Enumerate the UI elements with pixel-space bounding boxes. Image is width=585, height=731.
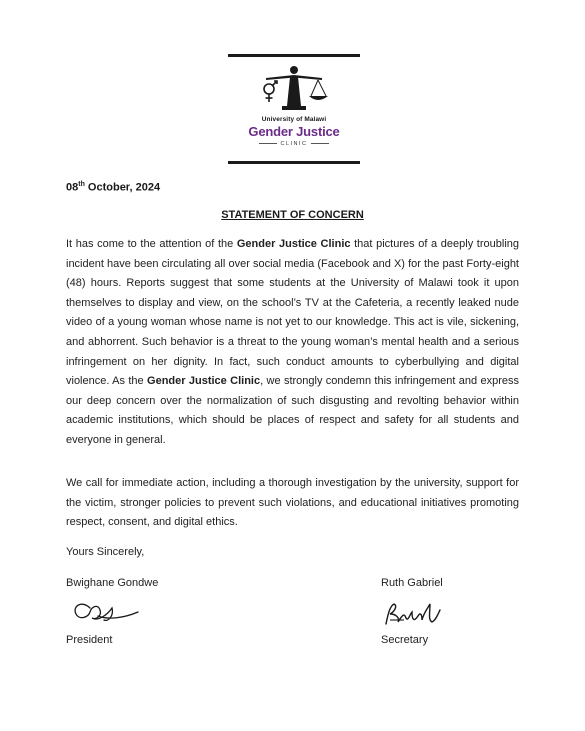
president-signature-icon — [68, 596, 140, 626]
president-name: Bwighane Gondwe — [66, 577, 159, 589]
date-day: 08 — [66, 181, 79, 194]
date-suffix: th — [78, 181, 85, 188]
closing-salutation: Yours Sincerely, — [66, 546, 145, 558]
p1-clinic-name-1: Gender Justice Clinic — [236, 238, 351, 250]
secretary-title: Secretary — [381, 634, 429, 646]
logo-name-text: Gender Justice — [248, 124, 340, 139]
president-title: President — [66, 634, 113, 646]
scales-of-justice-icon — [256, 64, 332, 114]
statement-title: STATEMENT OF CONCERN — [221, 209, 364, 221]
logo-university-text: University of Malawi — [261, 116, 327, 123]
body-paragraph-1 — [66, 235, 519, 451]
logo-bottom-rule — [228, 161, 360, 164]
p1-clinic-name-2: Gender Justice Clinic — [147, 375, 261, 388]
gender-justice-clinic-logo — [228, 54, 360, 166]
letter-date — [66, 181, 160, 194]
logo-top-rule — [228, 54, 360, 57]
body-paragraph-2: We call for immediate action, including a thorough investigation by the university, support for the victim, stronger policies to prevent such violations, and educational initiatives promoting respect, consent, and digital ethics. — [66, 477, 519, 529]
secretary-name: Ruth Gabriel — [381, 577, 443, 589]
logo-sub-text: CLINIC — [228, 141, 360, 147]
p1-text-1: It has come to the attention of the — [66, 238, 237, 250]
p1-text-3: , we strongly condemn this infringement and express our deep concern over the normalization of such disgusting and revolting behavior within academic institutions, which should be places of respect and safety for all students and everyone in general. — [66, 375, 520, 446]
date-rest: October, 2024 — [84, 181, 161, 194]
p1-text-2: that pictures of a deeply troubling incident have been circulating all over social media (Facebook and X) for the past Forty-eight (48) hours. Reports suggest that some students at the University of Malawi took it upon themselves to display and view, on the school’s TV at the Cafeteria, a recently leaked nude video of a young woman whose name is not yet to our knowledge. This act is vile, sickening, and abhorrent. Such behavior is a threat to the young woman’s mental health and a serious infringement on her dignity. In fact, such conduct amounts to cyberbullying and digital violence. As the — [66, 238, 520, 388]
secretary-signature-icon — [380, 600, 442, 630]
